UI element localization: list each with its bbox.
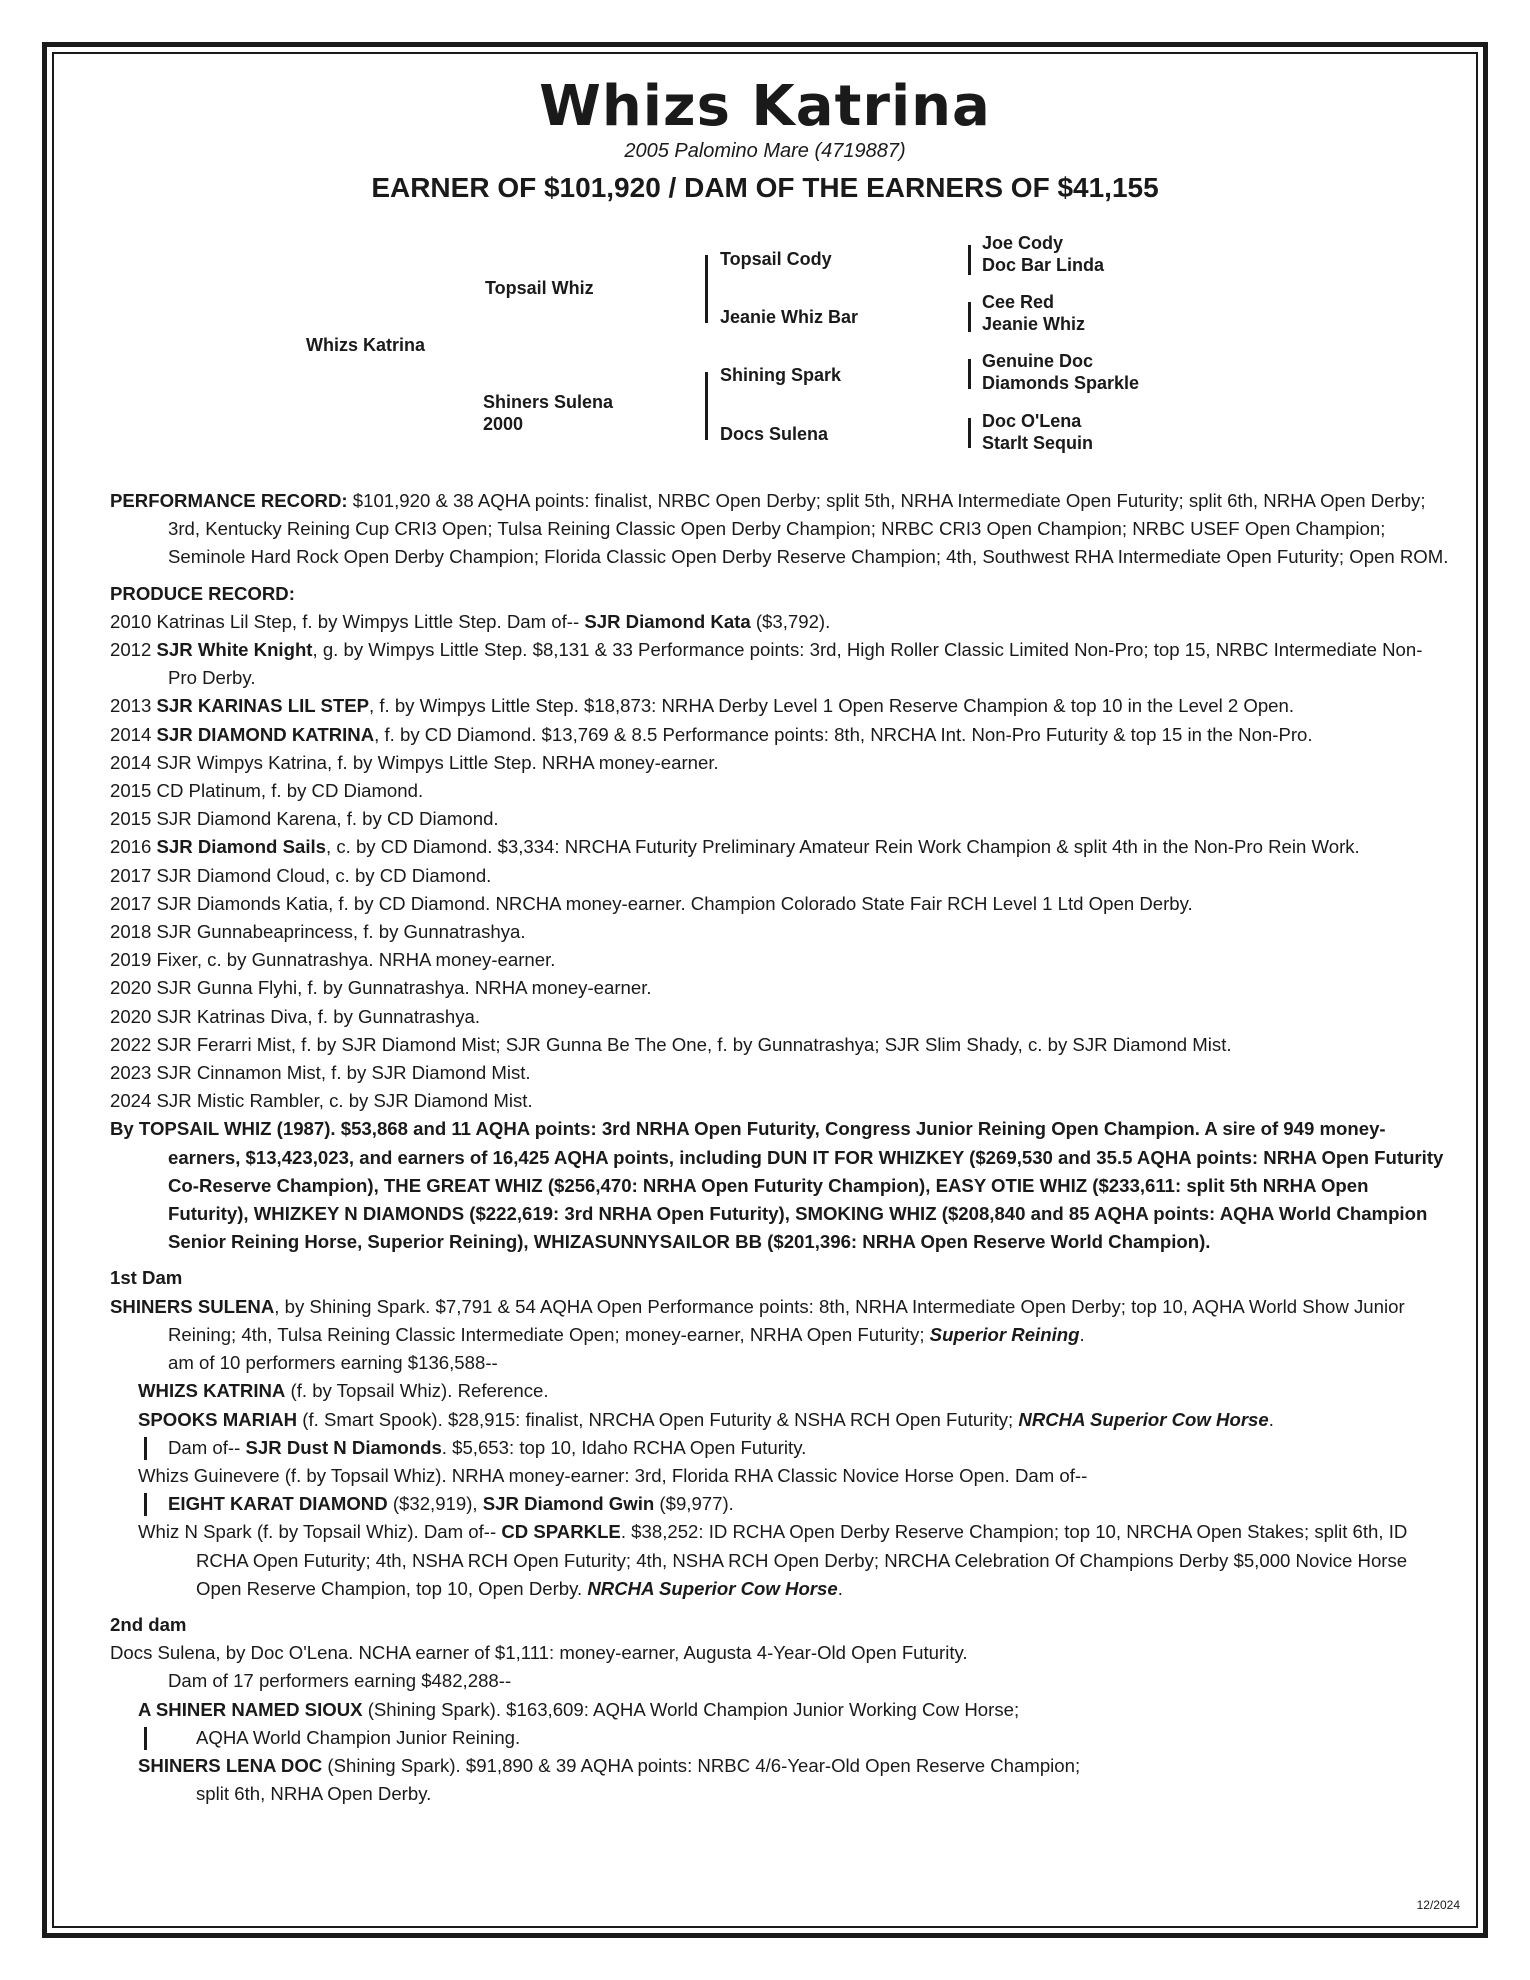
offspring-produce: EIGHT KARAT DIAMOND ($32,919), SJR Diamond Gwin ($9,977). <box>110 1490 1450 1518</box>
indent-bar <box>144 1437 147 1460</box>
produce-record-heading: PRODUCE RECORD: <box>110 582 295 604</box>
produce-item: 2020 SJR Gunna Flyhi, f. by Gunnatrashya. NRHA money-earner. <box>110 977 652 999</box>
offspring-entry: Whiz N Spark (f. by Topsail Whiz). Dam of-- CD SPARKLE. $38,252: ID RCHA Open Derby Reserve Champion; top 10, NRCHA Open Stakes; split 6th, ID RCHA Open Futurity; 4th, NSHA RCH Open Futurity; 4th, NSHA RCH Open Derby; NRCHA Celebration Of Champions Derby $5,000 Novice Horse Open Reserve Champion, top 10, Open Derby. NRCHA Superior Cow Horse. <box>138 1521 1408 1599</box>
produce-item: 2020 SJR Katrinas Diva, f. by Gunnatrashya. <box>110 1005 480 1027</box>
produce-item: 2017 SJR Diamonds Katia, f. by CD Diamond. NRCHA money-earner. Champion Colorado State Fair RCH Level 1 Ltd Open Derby. <box>110 892 1193 914</box>
pedigree-ggp: Starlt Sequin <box>982 433 1094 453</box>
offspring-produce: Dam of-- SJR Dust N Diamonds. $5,653: top 10, Idaho RCHA Open Futurity. <box>110 1434 1450 1462</box>
produce-item: 2010 Katrinas Lil Step, f. by Wimpys Little Step. Dam of-- SJR Diamond Kata ($3,792). <box>110 610 831 632</box>
pedigree-sire: Topsail Whiz <box>485 278 594 298</box>
produce-item: 2022 SJR Ferarri Mist, f. by SJR Diamond Mist; SJR Gunna Be The One, f. by Gunnatrashya; SJR Slim Shady, c. by SJR Diamond Mist. <box>110 1033 1232 1055</box>
produce-item: 2014 SJR DIAMOND KATRINA, f. by CD Diamond. $13,769 & 8.5 Performance points: 8th, NRCHA Int. Non-Pro Futurity & top 15 in the Non-Pro. <box>110 723 1313 745</box>
offspring-entry-continued: split 6th, NRHA Open Derby. <box>196 1783 432 1805</box>
pedigree-ggp: Genuine Doc <box>982 351 1094 371</box>
produce-item: 2024 SJR Mistic Rambler, c. by SJR Diamond Mist. <box>110 1090 533 1112</box>
earnings-headline: EARNER OF $101,920 / DAM OF THE EARNERS OF $41,155 <box>371 172 1159 203</box>
offspring-entry: WHIZS KATRINA (f. by Topsail Whiz). Reference. <box>138 1380 549 1402</box>
pedigree-ggp: Doc O'Lena <box>982 411 1082 431</box>
produce-item: 2023 SJR Cinnamon Mist, f. by SJR Diamond Mist. <box>110 1062 531 1084</box>
horse-description: 2005 Palomino Mare (4719887) <box>624 140 906 162</box>
offspring-entry-continued: AQHA World Champion Junior Reining. <box>110 1724 1450 1752</box>
pedigree-sire-dam: Jeanie Whiz Bar <box>720 307 859 327</box>
page-title: Whizs Katrina <box>539 74 991 139</box>
produce-item: 2014 SJR Wimpys Katrina, f. by Wimpys Little Step. NRHA money-earner. <box>110 751 719 773</box>
offspring-entry: SHINERS LENA DOC (Shining Spark). $91,890 & 39 AQHA points: NRBC 4/6-Year-Old Open Reserve Champion; <box>138 1754 1081 1776</box>
revision-date: 12/2024 <box>1416 1898 1460 1912</box>
performance-record: PERFORMANCE RECORD: $101,920 & 38 AQHA points: finalist, NRBC Open Derby; split 5th, NRHA Intermediate Open Futurity; split 6th, NRHA Open Derby; 3rd, Kentucky Reining Cup CRI3 Open; Tulsa Reining Classic Open Derby Champion; NRBC CRI3 Open Champion; NRBC USEF Open Champion; Seminole Hard Rock Open Derby Champion; Florida Classic Open Derby Reserve Champion; 4th, Southwest RHA Intermediate Open Futurity; Open ROM. <box>110 490 1449 568</box>
indent-bar <box>144 1493 147 1516</box>
second-dam-record: Docs Sulena, by Doc O'Lena. NCHA earner of $1,111: money-earner, Augusta 4-Year-Old Open Futurity. <box>110 1642 968 1664</box>
first-dam-heading: 1st Dam <box>110 1267 183 1289</box>
pedigree-dam-sire: Shining Spark <box>720 365 842 385</box>
produce-item: 2016 SJR Diamond Sails, c. by CD Diamond. $3,334: NRCHA Futurity Preliminary Amateur Rein Work Champion & split 4th in the Non-Pro Rein Work. <box>110 836 1360 858</box>
sire-summary: By TOPSAIL WHIZ (1987). $53,868 and 11 AQHA points: 3rd NRHA Open Futurity, Congress Junior Reining Open Champion. A sire of 949 money-earners, $13,423,023, and earners of 16,425 AQHA points, including DUN IT FOR WHIZKEY ($269,530 and 35.5 AQHA points: NRHA Open Futurity Co-Reserve Champion), THE GREAT WHIZ ($256,470: NRHA Open Futurity Champion), EASY OTIE WHIZ ($233,611: split 5th NRHA Open Futurity), WHIZKEY N DIAMONDS ($222,619: 3rd NRHA Open Futurity), SMOKING WHIZ ($208,840 and 85 AQHA points: AQHA World Champion Senior Reining Horse, Superior Reining), WHIZASUNNYSAILOR BB ($201,396: NRHA Open Reserve World Champion). <box>110 1118 1444 1253</box>
pedigree-ggp: Diamonds Sparkle <box>982 373 1140 393</box>
pedigree-subject: Whizs Katrina <box>306 335 426 355</box>
pedigree-dam: Shiners Sulena <box>483 392 614 412</box>
pedigree-dam-year: 2000 <box>483 414 524 434</box>
first-dam-record: SHINERS SULENA, by Shining Spark. $7,791 & 54 AQHA Open Performance points: 8th, NRHA Intermediate Open Derby; top 10, AQHA World Show Junior Reining; 4th, Tulsa Reining Classic Intermediate Open; money-earner, NRHA Open Futurity; Superior Reining. <box>110 1295 1405 1345</box>
produce-item: 2015 SJR Diamond Karena, f. by CD Diamond. <box>110 808 499 830</box>
pedigree-sire-sire: Topsail Cody <box>720 249 832 269</box>
pedigree-bracket <box>705 372 708 440</box>
indent-bar <box>144 1727 147 1750</box>
offspring-entry: A SHINER NAMED SIOUX (Shining Spark). $163,609: AQHA World Champion Junior Working Cow Horse; <box>138 1698 1020 1720</box>
second-dam-summary: Dam of 17 performers earning $482,288-- <box>168 1670 512 1692</box>
produce-item: 2012 SJR White Knight, g. by Wimpys Little Step. $8,131 & 33 Performance points: 3rd, High Roller Classic Limited Non-Pro; top 15, NRBC Intermediate Non-Pro Derby. <box>110 639 1423 689</box>
second-dam-heading: 2nd dam <box>110 1613 187 1635</box>
produce-item: 2017 SJR Diamond Cloud, c. by CD Diamond. <box>110 864 492 886</box>
pedigree-dam-dam: Docs Sulena <box>720 424 829 444</box>
offspring-entry: Whizs Guinevere (f. by Topsail Whiz). NRHA money-earner: 3rd, Florida RHA Classic Novice Horse Open. Dam of-- <box>138 1464 1088 1486</box>
produce-list <box>110 608 1450 1116</box>
pedigree-ggp: Doc Bar Linda <box>982 255 1105 275</box>
produce-item: 2019 Fixer, c. by Gunnatrashya. NRHA money-earner. <box>110 949 556 971</box>
first-dam-summary: am of 10 performers earning $136,588-- <box>168 1352 498 1374</box>
produce-item: 2018 SJR Gunnabeaprincess, f. by Gunnatrashya. <box>110 921 526 943</box>
pedigree-ggp: Cee Red <box>982 292 1055 312</box>
pedigree-bracket <box>705 255 708 323</box>
pedigree-ggp: Joe Cody <box>982 233 1064 253</box>
produce-item: 2015 CD Platinum, f. by CD Diamond. <box>110 780 424 802</box>
pedigree-bracket <box>968 302 971 332</box>
record-body <box>110 487 1450 1808</box>
pedigree-ggp: Jeanie Whiz <box>982 314 1086 334</box>
pedigree-bracket <box>968 245 971 275</box>
pedigree-bracket <box>968 418 971 448</box>
pedigree-bracket <box>968 359 971 389</box>
offspring-entry: SPOOKS MARIAH (f. Smart Spook). $28,915: finalist, NRCHA Open Futurity & NSHA RCH Open Futurity; NRCHA Superior Cow Horse. <box>138 1408 1274 1430</box>
produce-item: 2013 SJR KARINAS LIL STEP, f. by Wimpys Little Step. $18,873: NRHA Derby Level 1 Open Reserve Champion & top 10 in the Level 2 Open. <box>110 695 1295 717</box>
